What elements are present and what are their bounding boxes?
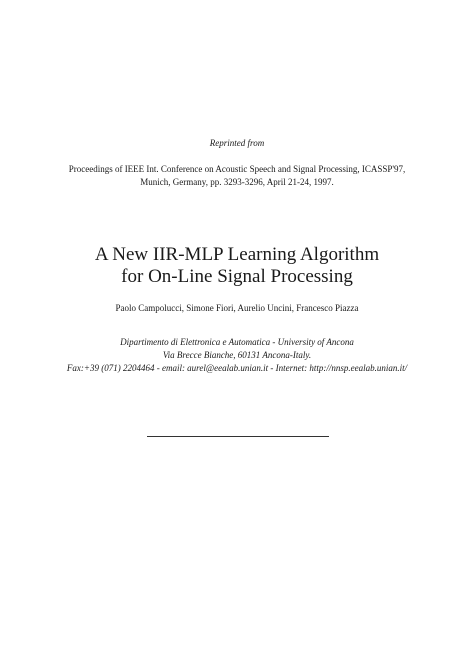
affiliation-contact: Fax:+39 (071) 2204464 - email: aurel@eealab.unian.it - Internet: http://nnsp.eealab.unian.it/ [66, 363, 408, 373]
proceedings-line-2: Munich, Germany, pp. 3293-3296, April 21-24, 1997. [140, 177, 334, 187]
reprinted-note: Reprinted from [209, 138, 265, 148]
paper-title-line-2: for On-Line Signal Processing [121, 266, 353, 287]
paper-title [0, 244, 474, 288]
proceedings-line-1: Proceedings of IEEE Int. Conference on Acoustic Speech and Signal Processing, ICASSP'97, [68, 164, 406, 174]
affiliation-block [0, 336, 474, 375]
separator-rule [147, 436, 329, 437]
affiliation-department: Dipartimento di Elettronica e Automatica - University of Ancona [120, 337, 354, 347]
author-list: Paolo Campolucci, Simone Fiori, Aurelio Uncini, Francesco Piazza [115, 303, 359, 313]
affiliation-address: Via Brecce Bianche, 60131 Ancona-Italy. [162, 350, 312, 360]
paper-title-line-1: A New IIR-MLP Learning Algorithm [94, 244, 380, 265]
proceedings-citation [0, 163, 474, 189]
